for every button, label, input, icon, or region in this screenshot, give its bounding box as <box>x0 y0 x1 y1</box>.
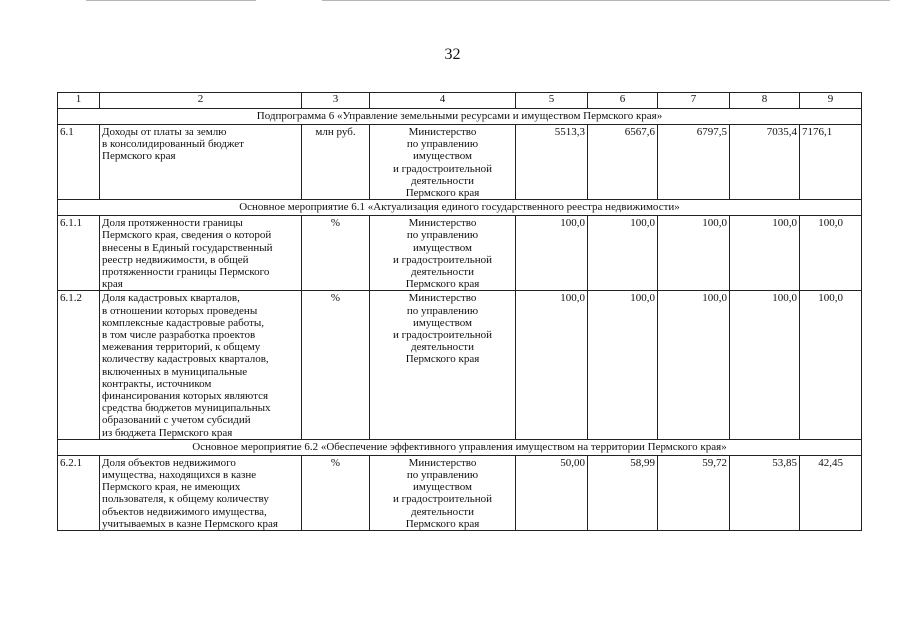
value-cell: 100,0 <box>588 216 658 291</box>
section-title: Подпрограмма 6 «Управление земельными ресурсами и имуществом Пермского края» <box>58 109 862 125</box>
column-header: 2 <box>100 93 302 109</box>
executor: Министерство по управлению имуществом и градостроительной деятельности Пермского края <box>370 125 516 200</box>
value-cell: 42,45 <box>800 455 862 530</box>
value-cell: 7035,4 <box>730 125 800 200</box>
executor: Министерство по управлению имуществом и градостроительной деятельности Пермского края <box>370 455 516 530</box>
executor: Министерство по управлению имуществом и градостроительной деятельности Пермского края <box>370 291 516 439</box>
value-cell: 100,0 <box>730 291 800 439</box>
section-title: Основное мероприятие 6.1 «Актуализация единого государственного реестра недвижимости» <box>58 200 862 216</box>
value-cell: 7176,1 <box>800 125 862 200</box>
scan-edge-line <box>322 0 890 1</box>
column-header: 5 <box>516 93 588 109</box>
row-number: 6.2.1 <box>58 455 100 530</box>
unit: млн руб. <box>302 125 370 200</box>
column-header: 7 <box>658 93 730 109</box>
table-row <box>58 125 862 200</box>
value-cell: 100,0 <box>516 291 588 439</box>
value-cell: 6567,6 <box>588 125 658 200</box>
section-row <box>58 109 862 125</box>
value-cell: 100,0 <box>516 216 588 291</box>
value-cell: 100,0 <box>800 216 862 291</box>
page-number: 32 <box>444 46 461 63</box>
value-cell: 100,0 <box>588 291 658 439</box>
table-row <box>58 455 862 530</box>
column-header: 1 <box>58 93 100 109</box>
value-cell: 53,85 <box>730 455 800 530</box>
row-number: 6.1 <box>58 125 100 200</box>
value-cell: 5513,3 <box>516 125 588 200</box>
value-cell: 100,0 <box>658 291 730 439</box>
section-title: Основное мероприятие 6.2 «Обеспечение эффективного управления имуществом на территории Пермского края» <box>58 439 862 455</box>
section-row <box>58 439 862 455</box>
scan-edge-line <box>86 0 256 1</box>
column-header: 8 <box>730 93 800 109</box>
table-row <box>58 216 862 291</box>
table-row <box>58 291 862 439</box>
value-cell: 100,0 <box>658 216 730 291</box>
indicator-name: Доля объектов недвижимого имущества, находящихся в казне Пермского края, не имеющих пользователя, к общему количеству объектов недвижимого имущества, учитываемых в казне Пермского края <box>100 455 302 530</box>
column-header: 9 <box>800 93 862 109</box>
column-header: 6 <box>588 93 658 109</box>
table-header-row <box>58 93 862 109</box>
value-cell: 6797,5 <box>658 125 730 200</box>
executor: Министерство по управлению имуществом и градостроительной деятельности Пермского края <box>370 216 516 291</box>
column-header: 3 <box>302 93 370 109</box>
value-cell: 100,0 <box>730 216 800 291</box>
unit: % <box>302 291 370 439</box>
unit: % <box>302 216 370 291</box>
row-number: 6.1.1 <box>58 216 100 291</box>
value-cell: 100,0 <box>800 291 862 439</box>
value-cell: 50,00 <box>516 455 588 530</box>
indicator-name: Доля кадастровых кварталов, в отношении которых проведены комплексные кадастровые работы, в том числе разработка проектов межевания территорий, к общему количеству кадастровых кварталов, включенных в муниципальные контракты, источником финансирования которых являются средства бюджетов муниципальных образований с учетом субсидий из бюджета Пермского края <box>100 291 302 439</box>
value-cell: 59,72 <box>658 455 730 530</box>
indicator-name: Доходы от платы за землю в консолидированный бюджет Пермского края <box>100 125 302 200</box>
row-number: 6.1.2 <box>58 291 100 439</box>
unit: % <box>302 455 370 530</box>
value-cell: 58,99 <box>588 455 658 530</box>
indicators-table <box>57 92 862 531</box>
indicator-name: Доля протяженности границы Пермского края, сведения о которой внесены в Единый государственный реестр недвижимости, в общей протяженности границы Пермского края <box>100 216 302 291</box>
section-row <box>58 200 862 216</box>
column-header: 4 <box>370 93 516 109</box>
